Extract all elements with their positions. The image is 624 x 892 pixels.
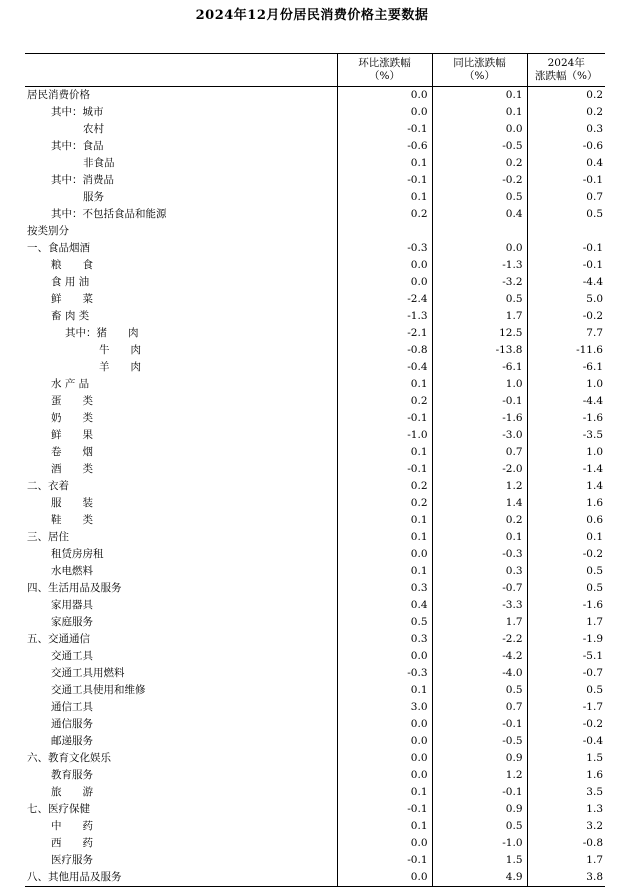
cell-mom: -0.1	[337, 461, 432, 478]
header-yoy	[432, 54, 527, 87]
cell-mom: 0.0	[337, 767, 432, 784]
row-label: 邮递服务	[25, 733, 337, 750]
cell-mom: 0.1	[337, 784, 432, 801]
table-row	[25, 138, 605, 155]
table-row	[25, 274, 605, 291]
cell-yoy: -1.0	[432, 835, 527, 852]
cell-mom: -0.4	[337, 359, 432, 376]
cell-yoy: 0.7	[432, 444, 527, 461]
cell-ytd: -4.4	[582, 395, 603, 407]
row-label: 鲜 菜	[25, 291, 337, 308]
cell-mom: 0.0	[337, 257, 432, 274]
table-row	[25, 257, 605, 274]
row-label: 五、交通通信	[25, 631, 337, 648]
cell-ytd: -1.7	[582, 701, 603, 713]
table-row	[25, 410, 605, 427]
cell-ytd: -4.4	[582, 276, 603, 288]
row-label: 西 药	[25, 835, 337, 852]
cell-yoy: 0.2	[432, 155, 527, 172]
cell-mom: 0.5	[337, 614, 432, 631]
row-label: 服 装	[25, 495, 337, 512]
row-label: 食 用 油	[25, 274, 337, 291]
cell-ytd: -0.1	[582, 242, 603, 254]
cell-ytd: 1.5	[586, 752, 603, 764]
table-row	[25, 444, 605, 461]
table-row	[25, 580, 605, 597]
table-header-row	[25, 54, 605, 87]
cell-mom: 0.0	[337, 750, 432, 767]
row-label: 三、居住	[25, 529, 337, 546]
cell-yoy: 0.3	[432, 563, 527, 580]
cell-mom: 0.1	[337, 189, 432, 206]
cell-mom: -2.1	[337, 325, 432, 342]
table-row	[25, 427, 605, 444]
cell-yoy: 0.0	[432, 240, 527, 257]
row-label: 其中：不包括食品和能源	[25, 206, 337, 223]
cell-ytd: -11.6	[576, 344, 603, 356]
cell-mom: -0.6	[337, 138, 432, 155]
row-label: 六、教育文化娱乐	[25, 750, 337, 767]
cell-ytd: -1.9	[582, 633, 603, 645]
row-label: 四、生活用品及服务	[25, 580, 337, 597]
cell-mom: -0.1	[337, 121, 432, 138]
header-mom-line2: （%）	[369, 70, 400, 82]
cell-mom: 0.1	[337, 563, 432, 580]
cell-yoy: 0.1	[432, 87, 527, 105]
cell-ytd: 1.7	[586, 854, 603, 866]
cell-mom: 0.1	[337, 682, 432, 699]
table-row	[25, 206, 605, 223]
cell-ytd: -1.6	[582, 599, 603, 611]
cell-mom: 0.2	[337, 393, 432, 410]
cell-yoy: 12.5	[432, 325, 527, 342]
cell-yoy: -3.0	[432, 427, 527, 444]
cell-yoy	[432, 223, 527, 240]
row-label: 居民消费价格	[25, 87, 337, 105]
cell-yoy: 0.5	[432, 818, 527, 835]
cell-mom: 0.3	[337, 580, 432, 597]
row-label: 交通工具	[25, 648, 337, 665]
cell-yoy: 1.4	[432, 495, 527, 512]
cell-ytd: 0.5	[586, 208, 603, 220]
row-label: 通信工具	[25, 699, 337, 716]
header-mom-line1: 环比涨跌幅	[358, 57, 411, 69]
cell-yoy: -0.2	[432, 172, 527, 189]
row-label: 奶 类	[25, 410, 337, 427]
cell-yoy: -6.1	[432, 359, 527, 376]
cell-ytd: 0.5	[586, 565, 603, 577]
table-row	[25, 189, 605, 206]
row-label: 牛 肉	[25, 342, 337, 359]
cell-ytd: 5.0	[586, 293, 603, 305]
row-label: 蛋 类	[25, 393, 337, 410]
row-label: 畜 肉 类	[25, 308, 337, 325]
cell-mom: 0.0	[337, 87, 432, 105]
table-row	[25, 818, 605, 835]
table-row	[25, 614, 605, 631]
cell-ytd	[527, 223, 605, 240]
cell-mom: 0.1	[337, 529, 432, 546]
row-label: 旅 游	[25, 784, 337, 801]
cell-yoy: 0.4	[432, 206, 527, 223]
cell-yoy: -0.1	[432, 393, 527, 410]
cell-yoy: 0.0	[432, 121, 527, 138]
table-row	[25, 308, 605, 325]
header-ytd-line1: 2024年	[547, 57, 585, 69]
row-label: 其中：城市	[25, 104, 337, 121]
cell-mom: 0.3	[337, 631, 432, 648]
cell-yoy: 1.2	[432, 478, 527, 495]
row-label: 水 产 品	[25, 376, 337, 393]
cell-yoy: -4.0	[432, 665, 527, 682]
table-row	[25, 359, 605, 376]
cell-ytd: 0.1	[586, 531, 603, 543]
cell-mom: -1.0	[337, 427, 432, 444]
row-label: 教育服务	[25, 767, 337, 784]
cell-ytd: 1.0	[586, 378, 603, 390]
cell-yoy: 0.5	[432, 291, 527, 308]
cell-ytd: -0.1	[582, 259, 603, 271]
table-body	[25, 87, 605, 887]
row-label: 其中：猪 肉	[25, 325, 337, 342]
row-label: 交通工具使用和维修	[25, 682, 337, 699]
row-label: 非食品	[25, 155, 337, 172]
cell-yoy: -1.6	[432, 410, 527, 427]
cell-mom: -0.1	[337, 852, 432, 869]
cell-mom: 0.2	[337, 495, 432, 512]
cell-yoy: -3.3	[432, 597, 527, 614]
cell-yoy: 0.5	[432, 682, 527, 699]
table-row	[25, 648, 605, 665]
row-label: 七、医疗保健	[25, 801, 337, 818]
cell-ytd: -1.4	[582, 463, 603, 475]
row-label: 服务	[25, 189, 337, 206]
cell-mom: 0.0	[337, 869, 432, 887]
cell-ytd: -0.2	[582, 718, 603, 730]
cell-mom: 0.2	[337, 478, 432, 495]
header-yoy-line2: （%）	[464, 70, 495, 82]
row-label: 家用器具	[25, 597, 337, 614]
row-label: 农村	[25, 121, 337, 138]
table-row	[25, 784, 605, 801]
cell-mom: -0.1	[337, 801, 432, 818]
table-row	[25, 342, 605, 359]
table-row	[25, 767, 605, 784]
cell-mom: -0.8	[337, 342, 432, 359]
page-title: 2024年12月份居民消费价格主要数据	[195, 8, 429, 23]
cell-ytd: 1.6	[586, 497, 603, 509]
table-row	[25, 393, 605, 410]
cell-yoy: -0.1	[432, 716, 527, 733]
table-row	[25, 835, 605, 852]
cell-mom: -2.4	[337, 291, 432, 308]
table-row	[25, 750, 605, 767]
cell-yoy: -0.7	[432, 580, 527, 597]
cell-yoy: -0.5	[432, 138, 527, 155]
cell-mom: -0.1	[337, 172, 432, 189]
header-ytd-line2: 涨跌幅（%）	[535, 70, 598, 82]
row-label: 医疗服务	[25, 852, 337, 869]
cell-yoy: -0.5	[432, 733, 527, 750]
row-label: 粮 食	[25, 257, 337, 274]
cell-ytd: 0.3	[586, 123, 603, 135]
cell-mom: -0.3	[337, 665, 432, 682]
cell-mom: 0.1	[337, 512, 432, 529]
cell-mom: 0.1	[337, 444, 432, 461]
cell-mom: 0.0	[337, 733, 432, 750]
cell-ytd: 3.2	[586, 820, 603, 832]
cell-yoy: -1.3	[432, 257, 527, 274]
cell-yoy: 0.7	[432, 699, 527, 716]
table-row	[25, 529, 605, 546]
cell-yoy: -3.2	[432, 274, 527, 291]
row-label: 中 药	[25, 818, 337, 835]
table-row	[25, 699, 605, 716]
cell-ytd: 3.5	[586, 786, 603, 798]
cell-ytd: -0.6	[582, 140, 603, 152]
cell-yoy: 0.9	[432, 750, 527, 767]
cell-ytd: -0.1	[582, 174, 603, 186]
cell-ytd: -1.6	[582, 412, 603, 424]
cell-yoy: 0.2	[432, 512, 527, 529]
table-row	[25, 104, 605, 121]
table-row	[25, 682, 605, 699]
cell-ytd: 0.4	[586, 157, 603, 169]
cell-mom: -0.3	[337, 240, 432, 257]
table-row	[25, 665, 605, 682]
row-label: 通信服务	[25, 716, 337, 733]
cell-yoy: 1.0	[432, 376, 527, 393]
cell-ytd: 1.3	[586, 803, 603, 815]
row-label: 羊 肉	[25, 359, 337, 376]
cell-ytd: 7.7	[586, 327, 603, 339]
cell-mom: 0.0	[337, 716, 432, 733]
table-row	[25, 631, 605, 648]
table-row	[25, 172, 605, 189]
cell-yoy: -4.2	[432, 648, 527, 665]
table-row	[25, 291, 605, 308]
cell-ytd: -0.8	[582, 837, 603, 849]
cell-ytd: 1.0	[586, 446, 603, 458]
cell-ytd: -6.1	[582, 361, 603, 373]
cell-yoy: -0.3	[432, 546, 527, 563]
table-row	[25, 478, 605, 495]
cell-ytd: -0.4	[582, 735, 603, 747]
cell-mom: 0.1	[337, 376, 432, 393]
table-row	[25, 563, 605, 580]
table-row	[25, 801, 605, 818]
cell-mom	[337, 223, 432, 240]
cell-mom: 0.0	[337, 546, 432, 563]
cell-ytd: -5.1	[582, 650, 603, 662]
table-row	[25, 461, 605, 478]
cell-mom: -1.3	[337, 308, 432, 325]
header-ytd	[527, 54, 605, 87]
header-yoy-line1: 同比涨跌幅	[453, 57, 506, 69]
table-row	[25, 546, 605, 563]
row-label: 交通工具用燃料	[25, 665, 337, 682]
cell-ytd: 0.5	[586, 582, 603, 594]
cell-yoy: -2.0	[432, 461, 527, 478]
cell-yoy: 1.5	[432, 852, 527, 869]
header-mom	[337, 54, 432, 87]
row-label: 卷 烟	[25, 444, 337, 461]
cell-mom: 0.2	[337, 206, 432, 223]
cell-ytd: 1.4	[586, 480, 603, 492]
row-label: 其中：消费品	[25, 172, 337, 189]
cell-mom: 0.1	[337, 155, 432, 172]
cell-ytd: 0.2	[586, 106, 603, 118]
row-label: 家庭服务	[25, 614, 337, 631]
cell-mom: 0.1	[337, 818, 432, 835]
table-row	[25, 325, 605, 342]
cell-ytd: 0.6	[586, 514, 603, 526]
table-row	[25, 495, 605, 512]
cell-yoy: 0.1	[432, 529, 527, 546]
cell-mom: 3.0	[337, 699, 432, 716]
cell-yoy: -13.8	[432, 342, 527, 359]
row-label: 八、其他用品及服务	[25, 869, 337, 887]
table-row	[25, 223, 605, 240]
cell-ytd: 0.2	[586, 89, 603, 101]
cell-mom: 0.0	[337, 648, 432, 665]
cell-yoy: -2.2	[432, 631, 527, 648]
cell-ytd: -0.7	[582, 667, 603, 679]
cell-mom: 0.0	[337, 835, 432, 852]
table-row	[25, 597, 605, 614]
table-row	[25, 240, 605, 257]
cell-ytd: -0.2	[582, 548, 603, 560]
cell-ytd: 3.8	[527, 869, 605, 887]
row-label: 租赁房房租	[25, 546, 337, 563]
cell-ytd: 1.7	[586, 616, 603, 628]
cell-yoy: 0.9	[432, 801, 527, 818]
cell-ytd: 1.6	[586, 769, 603, 781]
table-row	[25, 716, 605, 733]
header-blank	[25, 54, 337, 87]
cell-mom: 0.0	[337, 274, 432, 291]
cell-ytd: -3.5	[582, 429, 603, 441]
cell-yoy: 1.2	[432, 767, 527, 784]
row-label: 鞋 类	[25, 512, 337, 529]
cell-yoy: 0.1	[432, 104, 527, 121]
row-label: 酒 类	[25, 461, 337, 478]
table-row	[25, 869, 605, 887]
row-label: 水电燃料	[25, 563, 337, 580]
row-label: 一、食品烟酒	[25, 240, 337, 257]
cell-yoy: 4.9	[432, 869, 527, 887]
table-row	[25, 733, 605, 750]
cpi-table	[25, 53, 605, 887]
table-row	[25, 512, 605, 529]
table-row	[25, 87, 605, 105]
cell-yoy: 1.7	[432, 308, 527, 325]
cell-yoy: 1.7	[432, 614, 527, 631]
cell-ytd: -0.2	[582, 310, 603, 322]
table-row	[25, 155, 605, 172]
cell-ytd: 0.7	[586, 191, 603, 203]
cell-mom: 0.4	[337, 597, 432, 614]
row-label: 二、衣着	[25, 478, 337, 495]
cell-yoy: 0.5	[432, 189, 527, 206]
table-row	[25, 852, 605, 869]
cell-yoy: -0.1	[432, 784, 527, 801]
table-row	[25, 121, 605, 138]
cell-mom: -0.1	[337, 410, 432, 427]
row-label: 其中：食品	[25, 138, 337, 155]
table-row	[25, 376, 605, 393]
cell-ytd: 0.5	[586, 684, 603, 696]
row-label: 鲜 果	[25, 427, 337, 444]
cell-mom: 0.0	[337, 104, 432, 121]
row-label: 按类别分	[25, 223, 337, 240]
